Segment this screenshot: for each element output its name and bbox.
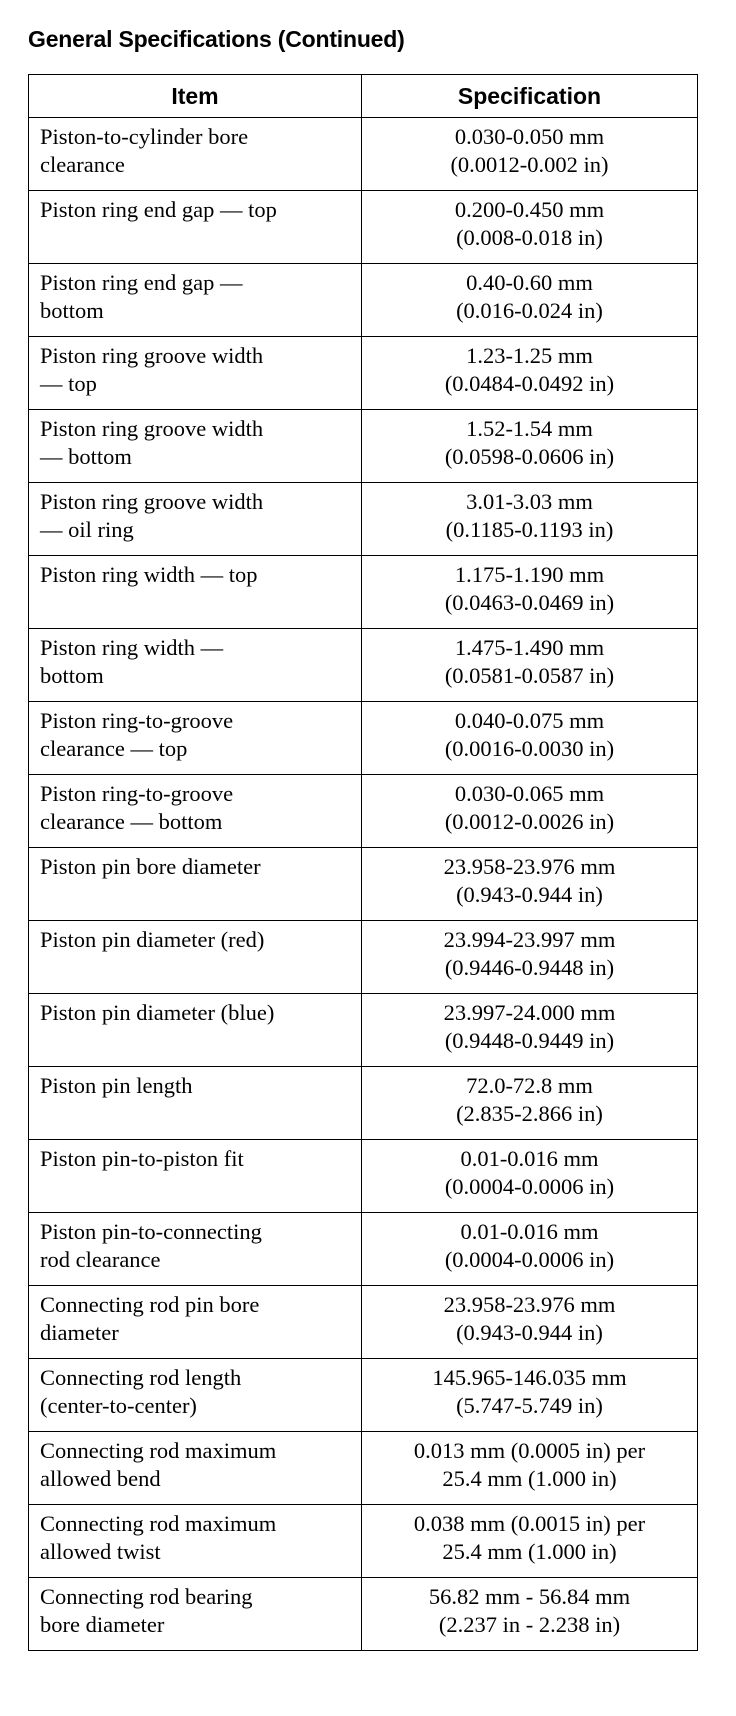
specification-text-line: (0.0484-0.0492 in) — [444, 371, 615, 396]
table-row — [29, 629, 698, 702]
table-row — [29, 921, 698, 994]
item-cell — [29, 1359, 362, 1432]
item-text-line: Piston-to-cylinder bore — [40, 124, 249, 149]
item-text-line: Piston pin-to-connecting — [40, 1219, 262, 1244]
specification-text-line: (0.0016-0.0030 in) — [444, 736, 615, 761]
item-text-line: Piston ring-to-groove — [40, 708, 234, 733]
table-row — [29, 118, 698, 191]
specification-text-line: 0.030-0.065 mm — [454, 781, 605, 806]
specification-text-line: 23.997-24.000 mm — [443, 1000, 616, 1025]
item-cell — [29, 1505, 362, 1578]
table-row — [29, 1359, 698, 1432]
specification-text-line: (0.943-0.944 in) — [456, 1320, 603, 1345]
item-text-line: allowed twist — [40, 1539, 161, 1564]
specification-cell — [362, 1578, 698, 1651]
specification-text-line: (0.0004-0.0006 in) — [444, 1174, 615, 1199]
specification-cell — [362, 191, 698, 264]
item-cell — [29, 1578, 362, 1651]
specification-cell — [362, 1359, 698, 1432]
page-title: General Specifications (Continued) — [28, 26, 405, 52]
item-cell — [29, 337, 362, 410]
item-cell — [29, 410, 362, 483]
item-cell — [29, 1286, 362, 1359]
item-text-line: bore diameter — [40, 1612, 165, 1637]
item-cell — [29, 264, 362, 337]
item-cell — [29, 629, 362, 702]
specification-text-line: (0.0463-0.0469 in) — [444, 590, 615, 615]
specification-cell — [362, 921, 698, 994]
table-row — [29, 702, 698, 775]
specification-text-line: 23.958-23.976 mm — [443, 1292, 616, 1317]
item-cell — [29, 556, 362, 629]
specification-text-line: (0.0598-0.0606 in) — [444, 444, 615, 469]
specification-cell — [362, 410, 698, 483]
item-text-line: Piston ring end gap — top — [40, 197, 277, 222]
specification-text-line: (0.016-0.024 in) — [456, 298, 603, 323]
spec-table — [28, 74, 698, 1651]
table-row — [29, 775, 698, 848]
table-row — [29, 848, 698, 921]
item-text-line: Piston pin diameter (blue) — [40, 1000, 275, 1025]
item-text-line: Piston pin length — [40, 1073, 193, 1098]
item-text-line: allowed bend — [40, 1466, 161, 1491]
specification-text-line: 25.4 mm (1.000 in) — [442, 1466, 617, 1491]
specification-cell — [362, 1067, 698, 1140]
item-text-line: Piston ring width — — [40, 635, 224, 660]
item-text-line: Piston pin diameter (red) — [40, 927, 265, 952]
specification-text-line: (0.943-0.944 in) — [456, 882, 603, 907]
item-text-line: Piston ring groove width — [40, 416, 264, 441]
item-text-line: clearance — [40, 152, 125, 177]
specification-cell — [362, 1505, 698, 1578]
specification-text-line: 1.52-1.54 mm — [466, 416, 593, 441]
table-row — [29, 556, 698, 629]
specification-text-line: (0.008-0.018 in) — [456, 225, 603, 250]
item-text-line: clearance — top — [40, 736, 188, 761]
specification-text-line: 1.23-1.25 mm — [466, 343, 593, 368]
item-text-line: (center-to-center) — [40, 1393, 197, 1418]
specification-cell — [362, 702, 698, 775]
specification-text-line: 0.013 mm (0.0005 in) per — [413, 1438, 646, 1463]
table-row — [29, 264, 698, 337]
specification-text-line: 56.82 mm - 56.84 mm — [428, 1584, 631, 1609]
item-cell — [29, 921, 362, 994]
specification-text-line: 0.40-0.60 mm — [466, 270, 593, 295]
item-text-line: clearance — bottom — [40, 809, 223, 834]
item-text-line: Piston pin-to-piston fit — [40, 1146, 244, 1171]
specification-text-line: 0.01-0.016 mm — [460, 1219, 599, 1244]
item-cell — [29, 1140, 362, 1213]
specification-text-line: 0.030-0.050 mm — [454, 124, 605, 149]
item-text-line: Piston ring width — top — [40, 562, 258, 587]
item-text-line: Connecting rod pin bore — [40, 1292, 260, 1317]
specification-cell — [362, 1213, 698, 1286]
table-row — [29, 191, 698, 264]
specification-cell — [362, 118, 698, 191]
specification-text-line: 72.0-72.8 mm — [466, 1073, 593, 1098]
specification-text-line: 0.040-0.075 mm — [454, 708, 605, 733]
specification-cell — [362, 483, 698, 556]
item-cell — [29, 191, 362, 264]
specification-text-line: (0.0012-0.0026 in) — [444, 809, 615, 834]
specification-text-line: (0.1185-0.1193 in) — [445, 517, 614, 542]
table-row — [29, 1505, 698, 1578]
item-cell — [29, 994, 362, 1067]
column-header-specification: Specification — [362, 75, 698, 118]
column-header-item: Item — [29, 75, 362, 118]
specification-text-line: 3.01-3.03 mm — [466, 489, 593, 514]
specification-cell — [362, 337, 698, 410]
item-text-line: diameter — [40, 1320, 119, 1345]
specification-cell — [362, 1286, 698, 1359]
item-cell — [29, 775, 362, 848]
item-text-line: Connecting rod maximum — [40, 1438, 277, 1463]
item-cell — [29, 848, 362, 921]
specification-text-line: 0.01-0.016 mm — [460, 1146, 599, 1171]
specification-cell — [362, 264, 698, 337]
item-text-line: Piston pin bore diameter — [40, 854, 261, 879]
specification-text-line: (0.0012-0.002 in) — [450, 152, 609, 177]
item-text-line: rod clearance — [40, 1247, 161, 1272]
specification-text-line: (0.9448-0.9449 in) — [444, 1028, 615, 1053]
specification-cell — [362, 629, 698, 702]
specification-cell — [362, 994, 698, 1067]
specification-text-line: 0.038 mm (0.0015 in) per — [413, 1511, 646, 1536]
specification-text-line: (5.747-5.749 in) — [456, 1393, 603, 1418]
item-text-line: Piston ring groove width — [40, 343, 264, 368]
specification-text-line: (2.835-2.866 in) — [456, 1101, 603, 1126]
specification-text-line: (0.0004-0.0006 in) — [444, 1247, 615, 1272]
item-cell — [29, 118, 362, 191]
table-row — [29, 1286, 698, 1359]
table-row — [29, 1432, 698, 1505]
table-body — [29, 118, 698, 1651]
specification-cell — [362, 1432, 698, 1505]
item-cell — [29, 1067, 362, 1140]
specification-text-line: 23.958-23.976 mm — [443, 854, 616, 879]
item-text-line: — top — [40, 371, 97, 396]
item-cell — [29, 483, 362, 556]
item-text-line: bottom — [40, 298, 104, 323]
specification-text-line: (2.237 in - 2.238 in) — [438, 1612, 621, 1637]
item-text-line: Piston ring end gap — — [40, 270, 243, 295]
specification-text-line: (0.0581-0.0587 in) — [444, 663, 615, 688]
table-row — [29, 337, 698, 410]
specification-text-line: 0.200-0.450 mm — [454, 197, 605, 222]
specification-text-line: 25.4 mm (1.000 in) — [442, 1539, 617, 1564]
specification-cell — [362, 1140, 698, 1213]
table-row — [29, 1067, 698, 1140]
specification-text-line: (0.9446-0.9448 in) — [444, 955, 615, 980]
specification-cell — [362, 556, 698, 629]
item-text-line: Piston ring groove width — [40, 489, 264, 514]
item-text-line: — bottom — [40, 444, 132, 469]
specification-text-line: 23.994-23.997 mm — [443, 927, 616, 952]
item-text-line: Connecting rod maximum — [40, 1511, 277, 1536]
item-text-line: bottom — [40, 663, 104, 688]
item-cell — [29, 1213, 362, 1286]
item-text-line: Connecting rod length — [40, 1365, 242, 1390]
table-header-row — [29, 75, 698, 118]
specification-cell — [362, 848, 698, 921]
table-row — [29, 1578, 698, 1651]
table-row — [29, 410, 698, 483]
specification-text-line: 145.965-146.035 mm — [432, 1365, 627, 1390]
item-text-line: Piston ring-to-groove — [40, 781, 234, 806]
item-text-line: Connecting rod bearing — [40, 1584, 253, 1609]
table-row — [29, 483, 698, 556]
item-text-line: — oil ring — [40, 517, 134, 542]
specification-text-line: 1.175-1.190 mm — [454, 562, 605, 587]
table-row — [29, 994, 698, 1067]
specification-cell — [362, 775, 698, 848]
table-row — [29, 1213, 698, 1286]
item-cell — [29, 702, 362, 775]
specification-text-line: 1.475-1.490 mm — [454, 635, 605, 660]
table-row — [29, 1140, 698, 1213]
item-cell — [29, 1432, 362, 1505]
